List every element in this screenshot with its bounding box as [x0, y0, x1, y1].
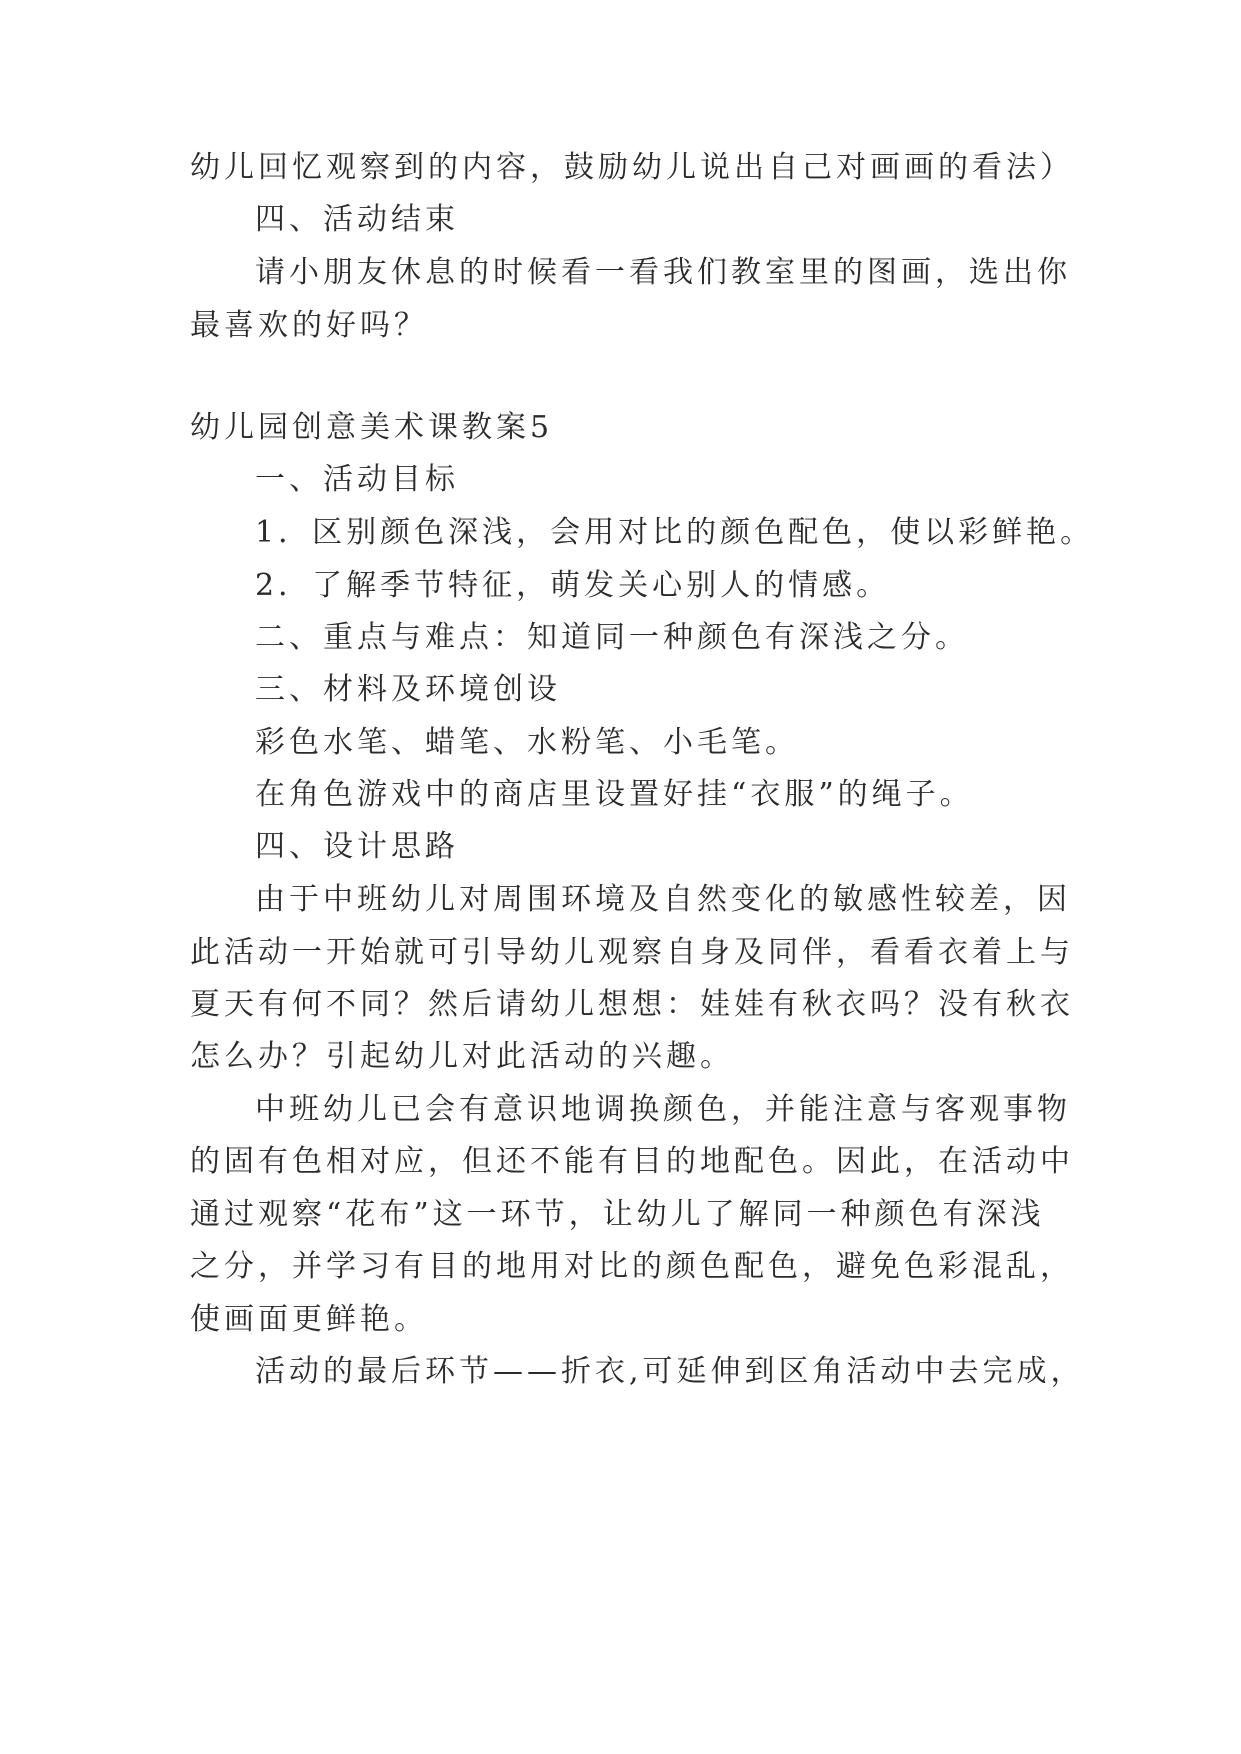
- paragraph-line: 的固有色相对应，但还不能有目的地配色。因此，在活动中: [190, 1144, 1074, 1179]
- paragraph-line: 幼儿回忆观察到的内容，鼓励幼儿说出自己对画画的看法）: [190, 150, 1074, 185]
- list-item: 2．了解季节特征，萌发关心别人的情感。: [255, 568, 891, 603]
- paragraph-line: 请小朋友休息的时候看一看我们教室里的图画，选出你: [255, 255, 1071, 290]
- paragraph-line: 通过观察“花布”这一环节，让幼儿了解同一种颜色有深浅: [190, 1197, 1045, 1232]
- paragraph-line: 在角色游戏中的商店里设置好挂“衣服”的绳子。: [255, 777, 974, 812]
- paragraph-line: 活动的最后环节——折衣,可延伸到区角活动中去完成，: [255, 1354, 1085, 1389]
- section-heading: 四、设计思路: [255, 829, 459, 864]
- section-heading: 三、材料及环境创设: [255, 672, 561, 707]
- paragraph-line: 中班幼儿已会有意识地调换颜色，并能注意与客观事物: [255, 1092, 1071, 1127]
- paragraph-line: 彩色水笔、蜡笔、水粉笔、小毛笔。: [255, 725, 799, 760]
- paragraph-line: 夏天有何不同？然后请幼儿想想：娃娃有秋衣吗？没有秋衣: [190, 987, 1074, 1022]
- list-item: 1．区别颜色深浅，会用对比的颜色配色，使以彩鲜艳。: [255, 515, 1095, 550]
- paragraph-line: 由于中班幼儿对周围环境及自然变化的敏感性较差，因: [255, 882, 1071, 917]
- paragraph-line: 最喜欢的好吗？: [190, 308, 428, 343]
- section-heading: 四、活动结束: [255, 202, 459, 237]
- paragraph-line: 此活动一开始就可引导幼儿观察自身及同伴，看看衣着上与: [190, 935, 1074, 970]
- paragraph-line: 使画面更鲜艳。: [190, 1302, 428, 1337]
- section-heading: 一、活动目标: [255, 462, 459, 497]
- paragraph-line: 怎么办？引起幼儿对此活动的兴趣。: [190, 1039, 734, 1074]
- section-heading: 二、重点与难点：知道同一种颜色有深浅之分。: [255, 620, 969, 655]
- lesson-title: 幼儿园创意美术课教案5: [190, 410, 554, 445]
- paragraph-line: 之分，并学习有目的地用对比的颜色配色，避免色彩混乱，: [190, 1249, 1074, 1284]
